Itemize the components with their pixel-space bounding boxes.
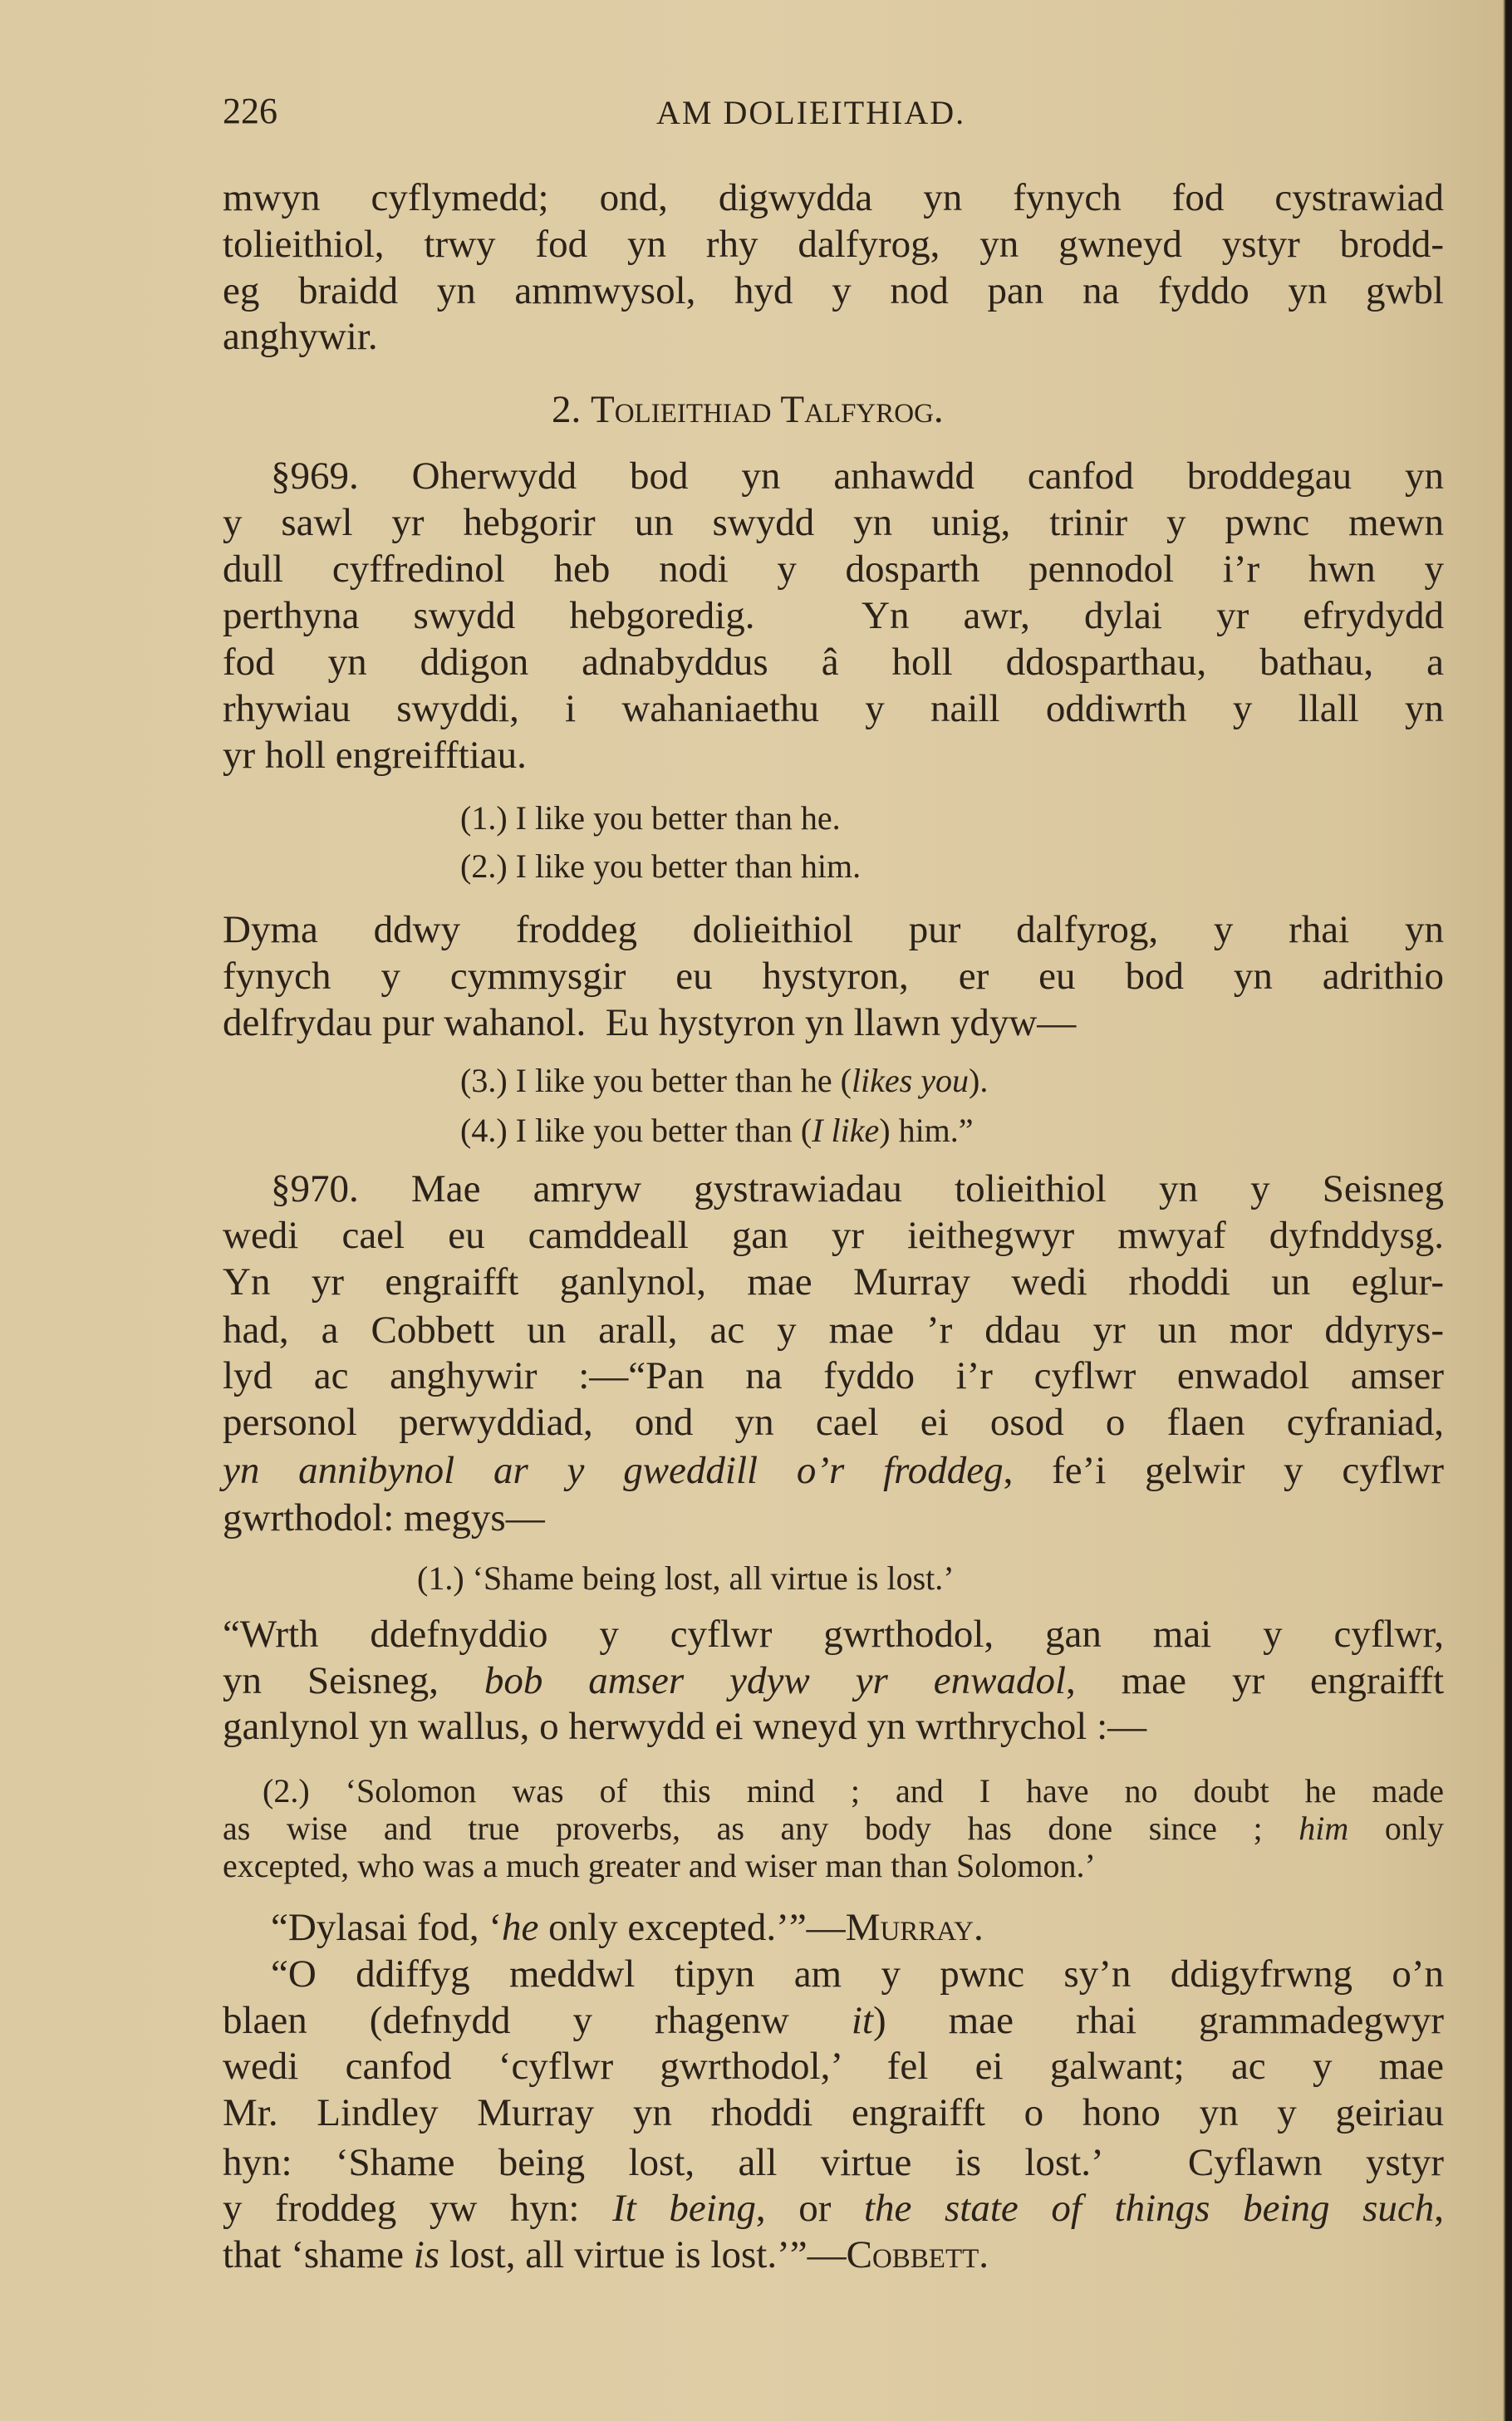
- italic-text: bob amser ydyw yr enwadol: [484, 1659, 1067, 1702]
- text-run: (2.) ‘Solomon was of this mind ; and I have no doubt he made: [263, 1772, 1444, 1810]
- text-run: dull cyffredinol heb nodi y dosparth pennodol i’r hwn y: [223, 548, 1444, 591]
- page-number: 226: [223, 91, 277, 131]
- text-run: (1.) I like you better than he.: [460, 799, 841, 837]
- italic-text: he: [501, 1906, 539, 1949]
- text-line: [552, 386, 944, 433]
- text-line: [460, 1112, 974, 1150]
- text-run: Yn yr engraifft ganlynol, mae Murray wedi rhoddi un eglur-: [223, 1260, 1444, 1304]
- text-run: wedi canfod ‘cyflwr gwrthodol,’ fel ei galwant; ac y mae: [223, 2045, 1444, 2088]
- text-run: eg braidd yn ammwysol, hyd y nod pan na fyddo yn gwbl: [223, 269, 1444, 312]
- text-run: lyd ac anghywir :—“Pan na fyddo i’r cyflwr enwadol amser: [223, 1354, 1444, 1397]
- text-run: yr holl engreifftiau.: [223, 734, 527, 777]
- text-line: [223, 999, 1076, 1046]
- text-line: [223, 221, 1444, 268]
- small-caps-text: Murray.: [845, 1906, 984, 1949]
- text-line: [223, 732, 527, 778]
- text-line: [460, 799, 841, 837]
- text-run: “O ddiffyg meddwl tipyn am y pwnc sy’n ddigyfrwng o’n: [271, 1952, 1444, 1996]
- text-run: ganlynol yn wallus, o herwydd ei wneyd yn wrthrychol :—: [223, 1705, 1147, 1748]
- text-line: [223, 2090, 1444, 2136]
- text-run: 2.: [552, 388, 591, 431]
- italic-text: likes you: [851, 1062, 969, 1099]
- text-line: [223, 592, 1444, 639]
- text-run: lost, all virtue is lost.’”—: [439, 2233, 847, 2276]
- text-line: [460, 1062, 988, 1100]
- text-line: [223, 268, 1444, 314]
- text-line: [223, 1399, 1444, 1446]
- text-run: as wise and true proverbs, as any body has done since ;: [223, 1810, 1299, 1847]
- text-line: [417, 1559, 955, 1598]
- text-line: [223, 1307, 1444, 1353]
- italic-text: it: [851, 1999, 873, 2042]
- text-line: [223, 2185, 1444, 2232]
- text-run: , or: [755, 2187, 864, 2230]
- text-run: Dyma ddwy froddeg dolieithiol pur dalfyrog, y rhai yn: [223, 908, 1444, 951]
- text-line: [223, 2043, 1444, 2090]
- running-title: AM DOLIEITHIAD.: [656, 94, 966, 131]
- text-run: perthyna swydd hebgoredig. Yn awr, dylai yr efrydydd: [223, 594, 1444, 637]
- italic-text: yn annibynol ar y gweddill o’r froddeg: [223, 1449, 1004, 1492]
- text-line: [223, 1259, 1444, 1305]
- text-line: [223, 1997, 1444, 2044]
- text-run: mwyn cyflymedd; ond, digwydda yn fynych fod cystrawiad: [223, 176, 1444, 219]
- text-run: fynych y cymmysgir eu hystyron, er eu bod yn adrithio: [223, 955, 1444, 998]
- text-run: delfrydau pur wahanol. Eu hystyron yn llawn ydyw—: [223, 1001, 1077, 1044]
- text-run: y froddeg yw hyn:: [223, 2187, 613, 2230]
- small-caps-text: Cobbett.: [846, 2233, 989, 2276]
- text-line: [223, 546, 1444, 592]
- text-run: only: [1348, 1810, 1444, 1847]
- text-line: [460, 847, 861, 886]
- text-run: §969. Oherwydd bod yn anhawdd canfod broddegau yn: [271, 454, 1444, 498]
- italic-text: It being: [612, 2187, 756, 2230]
- italic-text: is: [413, 2233, 440, 2276]
- text-line: [223, 639, 1444, 685]
- text-line: [223, 499, 1444, 546]
- text-run: gwrthodol: megys—: [223, 1496, 545, 1540]
- text-line: [223, 1495, 545, 1541]
- text-line: [223, 2139, 1444, 2186]
- text-line: [223, 313, 378, 360]
- text-run: personol perwyddiad, ond yn cael ei osod o flaen cyfraniad,: [223, 1401, 1444, 1444]
- text-run: ).: [969, 1062, 989, 1099]
- text-run: yn Seisneg,: [223, 1659, 484, 1702]
- text-run: rhywiau swyddi, i wahaniaethu y naill oddiwrth y llall yn: [223, 687, 1444, 730]
- text-run: had, a Cobbett un arall, ac y mae ’r ddau yr un mor ddyrys-: [223, 1309, 1444, 1352]
- text-line: [223, 174, 1444, 221]
- text-run: wedi cael eu camddeall gan yr ieithegwyr mwyaf dyfnddysg.: [223, 1214, 1444, 1257]
- text-run: hyn: ‘Shame being lost, all virtue is lost.’ Cyflawn ystyr: [223, 2141, 1444, 2184]
- text-run: Mr. Lindley Murray yn rhoddi engraifft o hono yn y geiriau: [223, 2091, 1444, 2134]
- text-run: §970. Mae amryw gystrawiadau tolieithiol yn y Seisneg: [271, 1167, 1444, 1210]
- text-line: [223, 953, 1444, 999]
- text-run: fod yn ddigon adnabyddus â holl ddosparthau, bathau, a: [223, 641, 1444, 684]
- text-run: tolieithiol, trwy fod yn rhy dalfyrog, yn gwneyd ystyr brodd-: [223, 223, 1444, 266]
- text-line: [223, 1847, 1096, 1885]
- text-line: [223, 1212, 1444, 1259]
- text-line: [223, 1353, 1444, 1399]
- small-caps-text: Tolieithiad Talfyrog.: [591, 388, 944, 431]
- text-line: [223, 1447, 1444, 1494]
- text-line: [223, 2232, 989, 2278]
- text-run: anghywir.: [223, 315, 378, 358]
- text-run: , mae yr engraifft: [1066, 1659, 1444, 1702]
- text-run: “Dylasai fod, ‘: [271, 1906, 502, 1949]
- italic-text: I like: [812, 1112, 880, 1149]
- text-run: (1.) ‘Shame being lost, all virtue is lost.’: [417, 1559, 955, 1597]
- text-line: [223, 1703, 1146, 1750]
- text-run: y sawl yr hebgorir un swydd yn unig, trinir y pwnc mewn: [223, 501, 1444, 544]
- text-line: [223, 1810, 1444, 1848]
- text-run: (4.) I like you better than (: [460, 1112, 812, 1149]
- text-run: (3.) I like you better than he (: [460, 1062, 852, 1099]
- text-line: [271, 1166, 1444, 1212]
- text-line: [223, 1611, 1444, 1657]
- text-run: ) him.”: [879, 1112, 974, 1149]
- text-run: that ‘shame: [223, 2233, 414, 2276]
- text-run: excepted, who was a much greater and wiser man than Solomon.’: [223, 1847, 1096, 1884]
- text-run: (2.) I like you better than him.: [460, 847, 862, 885]
- text-line: [271, 1904, 984, 1951]
- text-run: only excepted.’”—: [538, 1906, 846, 1949]
- text-line: [223, 685, 1444, 732]
- text-line: [271, 453, 1444, 499]
- text-line: [271, 1951, 1444, 1997]
- text-run: “Wrth ddefnyddio y cyflwr gwrthodol, gan mai y cyflwr,: [223, 1613, 1444, 1656]
- italic-text: him: [1298, 1810, 1349, 1847]
- text-run: ,: [1434, 2187, 1444, 2230]
- text-run: ) mae rhai grammadegwyr: [872, 1999, 1444, 2042]
- text-line: [223, 906, 1444, 953]
- text-line: [223, 1657, 1444, 1704]
- text-run: blaen (defnydd y rhagenw: [223, 1999, 852, 2042]
- text-line: [263, 1772, 1444, 1810]
- text-run: , fe’i gelwir y cyflwr: [1003, 1449, 1444, 1492]
- italic-text: the state of things being such: [863, 2187, 1435, 2230]
